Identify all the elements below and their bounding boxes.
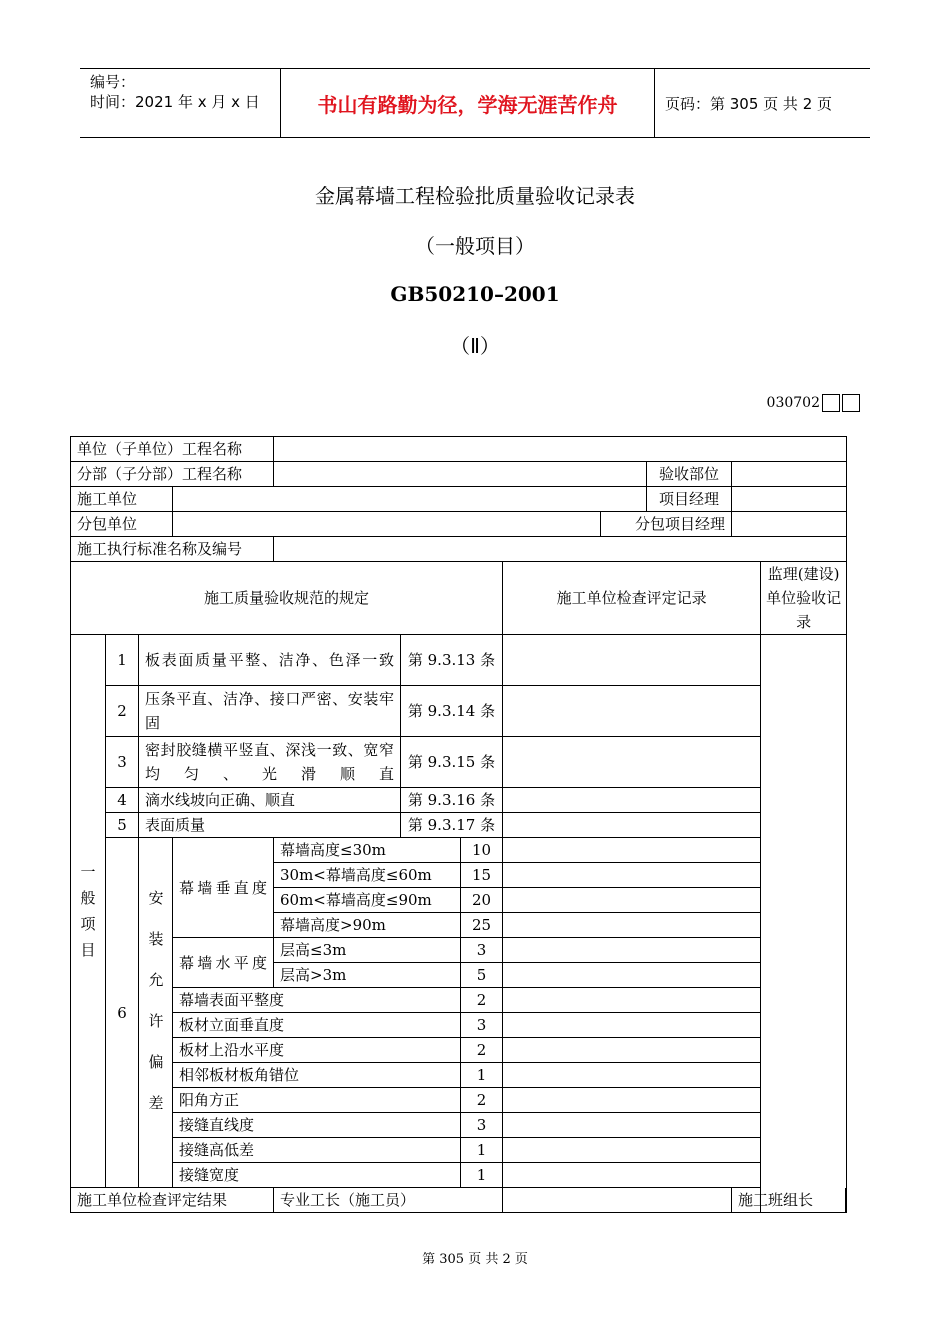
deviation-name: 阳角方正	[173, 1088, 461, 1113]
page-header	[80, 68, 870, 138]
deviation-val: 1	[461, 1063, 503, 1088]
foreman-value[interactable]	[503, 1188, 732, 1213]
item-no: 4	[106, 788, 139, 813]
item-text: 密封胶缝横平竖直、深浅一致、宽窄均匀、光滑顺直	[139, 737, 401, 788]
supervise-cell[interactable]	[761, 635, 847, 1213]
result-label: 施工单位检查评定结果	[71, 1188, 274, 1213]
project-manager-label: 项目经理	[647, 487, 732, 512]
accept-part-value[interactable]	[732, 462, 847, 487]
deviation-name: 接缝宽度	[173, 1163, 461, 1188]
deviation-check-cell[interactable]	[503, 1163, 761, 1188]
deviation-cond: 幕墙高度>90m	[274, 913, 461, 938]
general-items-label: 一般项目	[71, 635, 106, 1188]
deviation-val: 25	[461, 913, 503, 938]
deviation-val: 2	[461, 988, 503, 1013]
deviation-val: 2	[461, 1088, 503, 1113]
deviation-val: 3	[461, 1013, 503, 1038]
item-clause: 第 9.3.17 条	[401, 813, 503, 838]
form-code	[700, 394, 860, 412]
deviation-check-cell[interactable]	[503, 1113, 761, 1138]
level-label: 幕墙水平度	[173, 938, 274, 988]
item-check-cell[interactable]	[503, 635, 761, 686]
item-clause: 第 9.3.14 条	[401, 686, 503, 737]
vertical-label: 幕墙垂直度	[173, 838, 274, 938]
deviation-check-cell[interactable]	[503, 1013, 761, 1038]
deviation-val: 15	[461, 863, 503, 888]
time-label: 时间：2021 年 x 月 x 日	[90, 93, 260, 111]
item-clause: 第 9.3.15 条	[401, 737, 503, 788]
deviation-check-cell[interactable]	[503, 938, 761, 963]
sub-project-value[interactable]	[274, 462, 647, 487]
header-meta	[80, 69, 280, 137]
item6-label: 安装允许偏差	[139, 838, 173, 1188]
number-label: 编号：	[90, 73, 136, 91]
col-spec-header: 施工质量验收规范的规定	[71, 562, 503, 635]
doc-part: （Ⅱ）	[450, 334, 500, 358]
item-no: 1	[106, 635, 139, 686]
code-box-1[interactable]	[822, 394, 840, 412]
item-text: 压条平直、洁净、接口严密、安装牢固	[139, 686, 401, 737]
deviation-cond: 层高>3m	[274, 963, 461, 988]
deviation-cond: 60m<幕墙高度≤90m	[274, 888, 461, 913]
sub-manager-value[interactable]	[732, 512, 847, 537]
construction-unit-value[interactable]	[173, 487, 647, 512]
deviation-check-cell[interactable]	[503, 963, 761, 988]
accept-part-label: 验收部位	[647, 462, 732, 487]
deviation-check-cell[interactable]	[503, 863, 761, 888]
deviation-check-cell[interactable]	[503, 1063, 761, 1088]
project-manager-value[interactable]	[732, 487, 847, 512]
deviation-check-cell[interactable]	[503, 1138, 761, 1163]
item-no: 6	[106, 838, 139, 1188]
item-no: 3	[106, 737, 139, 788]
page-label: 页码：第 305 页 共 2 页	[665, 94, 833, 113]
code-box-2[interactable]	[842, 394, 860, 412]
item-text: 滴水线坡向正确、顺直	[139, 788, 401, 813]
deviation-check-cell[interactable]	[503, 913, 761, 938]
unit-project-value[interactable]	[274, 437, 847, 462]
inspection-table	[70, 436, 847, 1213]
construction-unit-label: 施工单位	[71, 487, 173, 512]
deviation-cond: 30m<幕墙高度≤60m	[274, 863, 461, 888]
deviation-val: 1	[461, 1163, 503, 1188]
deviation-check-cell[interactable]	[503, 988, 761, 1013]
deviation-val: 20	[461, 888, 503, 913]
doc-subtitle: （一般项目）	[415, 234, 535, 258]
item-clause: 第 9.3.13 条	[401, 635, 503, 686]
deviation-check-cell[interactable]	[503, 1088, 761, 1113]
form-code-text: 030702	[766, 395, 820, 411]
item-check-cell[interactable]	[503, 788, 761, 813]
deviation-cond: 幕墙高度≤30m	[274, 838, 461, 863]
item-no: 5	[106, 813, 139, 838]
sub-manager-label: 分包项目经理	[601, 512, 732, 537]
deviation-val: 10	[461, 838, 503, 863]
doc-standard: GB50210–2001	[390, 282, 560, 306]
deviation-val: 1	[461, 1138, 503, 1163]
deviation-name: 接缝直线度	[173, 1113, 461, 1138]
item-check-cell[interactable]	[503, 737, 761, 788]
deviation-val: 2	[461, 1038, 503, 1063]
item-clause: 第 9.3.16 条	[401, 788, 503, 813]
item-check-cell[interactable]	[503, 813, 761, 838]
item-no: 2	[106, 686, 139, 737]
sub-unit-value[interactable]	[173, 512, 601, 537]
motto: 书山有路勤为径，学海无涯苦作舟	[280, 69, 655, 137]
deviation-val: 3	[461, 938, 503, 963]
deviation-name: 幕墙表面平整度	[173, 988, 461, 1013]
deviation-val: 5	[461, 963, 503, 988]
item-check-cell[interactable]	[503, 686, 761, 737]
item-text: 板表面质量平整、洁净、色泽一致	[139, 635, 401, 686]
unit-project-label: 单位（子单位）工程名称	[71, 437, 274, 462]
deviation-check-cell[interactable]	[503, 838, 761, 863]
col-supervise-header: 监理(建设)单位验收记录	[761, 562, 847, 635]
item-text: 表面质量	[139, 813, 401, 838]
standard-name-label: 施工执行标准名称及编号	[71, 537, 274, 562]
standard-name-value[interactable]	[274, 537, 847, 562]
sub-project-label: 分部（子分部）工程名称	[71, 462, 274, 487]
deviation-check-cell[interactable]	[503, 888, 761, 913]
page-footer: 第 305 页 共 2 页	[422, 1252, 528, 1267]
col-check-header: 施工单位检查评定记录	[503, 562, 761, 635]
team-leader-cell	[732, 1188, 847, 1213]
deviation-cond: 层高≤3m	[274, 938, 461, 963]
deviation-name: 接缝高低差	[173, 1138, 461, 1163]
team-leader-label: 施工班组长	[732, 1188, 846, 1212]
deviation-val: 3	[461, 1113, 503, 1138]
sub-unit-label: 分包单位	[71, 512, 173, 537]
deviation-name: 板材立面垂直度	[173, 1013, 461, 1038]
deviation-name: 相邻板材板角错位	[173, 1063, 461, 1088]
deviation-check-cell[interactable]	[503, 1038, 761, 1063]
doc-title: 金属幕墙工程检验批质量验收记录表	[315, 184, 635, 208]
foreman-label: 专业工长（施工员）	[274, 1188, 503, 1213]
deviation-name: 板材上沿水平度	[173, 1038, 461, 1063]
